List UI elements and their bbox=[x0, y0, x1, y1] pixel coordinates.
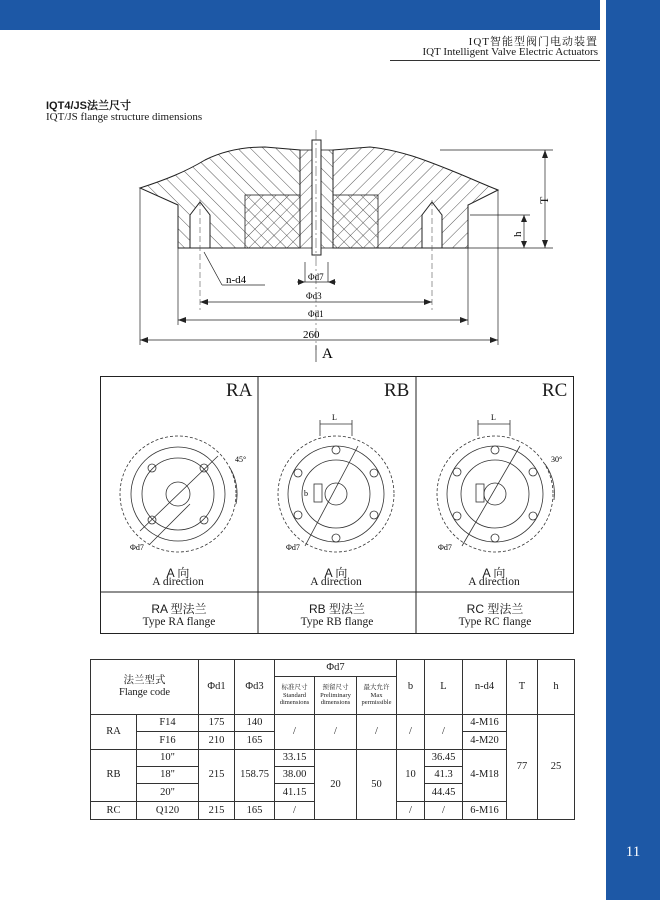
label-nd4: n-d4 bbox=[226, 274, 247, 286]
rb-d7-preliminary: 20 bbox=[315, 749, 357, 819]
header-d7: Φd7 bbox=[275, 660, 397, 677]
rb-type-cell: RB bbox=[91, 749, 137, 801]
header-d7-preliminary-cn: 预留尺寸 bbox=[322, 684, 349, 692]
header-d1: Φd1 bbox=[199, 660, 235, 715]
h-value: 25 bbox=[538, 715, 575, 820]
label-260: 260 bbox=[303, 329, 320, 341]
rc-direction-cn: A 向 bbox=[482, 566, 506, 580]
rc-type-cn: RC 型法兰 bbox=[466, 602, 524, 616]
label-h: h bbox=[512, 231, 524, 237]
rb-d7-label: Φd7 bbox=[286, 543, 300, 552]
ra-f14-nd4: 4-M16 bbox=[463, 715, 507, 732]
rb-b-label: b bbox=[304, 489, 308, 498]
ra-direction-en: A direction bbox=[152, 576, 204, 588]
header-d7-max bbox=[357, 677, 397, 715]
label-view-A: A bbox=[322, 346, 333, 362]
ra-type-cell: RA bbox=[91, 715, 137, 750]
ra-f16-nd4: 4-M20 bbox=[463, 732, 507, 749]
header-d7-standard-cn: 标准尺寸 bbox=[281, 684, 308, 692]
header-T: T bbox=[507, 660, 538, 715]
section-title-cn: IQT4/JS法兰尺寸 bbox=[46, 100, 131, 112]
rb-flange-view bbox=[278, 420, 394, 552]
flange-views bbox=[100, 376, 574, 634]
ra-b: / bbox=[397, 715, 425, 750]
side-band bbox=[606, 0, 660, 900]
rb-18-L: 41.3 bbox=[425, 766, 463, 783]
rc-d3: 165 bbox=[235, 801, 275, 819]
flange-section-drawing bbox=[0, 0, 600, 370]
rc-code: Q120 bbox=[137, 801, 199, 819]
ra-angle-label: 45° bbox=[235, 455, 247, 464]
rb-10-d7-standard: 33.15 bbox=[275, 749, 315, 766]
rb-d3: 158.75 bbox=[235, 749, 275, 801]
rb-20-L: 44.45 bbox=[425, 784, 463, 801]
rc-type-en: Type RC flange bbox=[458, 616, 532, 628]
ra-f16-code: F16 bbox=[137, 732, 199, 749]
rb-direction-en: A direction bbox=[310, 576, 362, 588]
label-d1: Φd1 bbox=[308, 309, 324, 319]
rc-nd4: 6-M16 bbox=[463, 801, 507, 819]
rc-b: / bbox=[397, 801, 425, 819]
ra-d7-max: / bbox=[357, 715, 397, 750]
rb-d1: 215 bbox=[199, 749, 235, 801]
rb-10-L: 36.45 bbox=[425, 749, 463, 766]
ra-type-en: Type RA flange bbox=[142, 616, 216, 628]
header-d3: Φd3 bbox=[235, 660, 275, 715]
rb-panel-label: RB bbox=[384, 380, 410, 401]
T-value: 77 bbox=[507, 715, 538, 820]
rc-panel-label: RC bbox=[542, 380, 568, 401]
rb-18-code: 18" bbox=[137, 766, 199, 783]
rc-type-cell: RC bbox=[91, 801, 137, 819]
section-title-en: IQT/JS flange structure dimensions bbox=[46, 111, 203, 123]
page-number: 11 bbox=[625, 844, 641, 860]
rb-d7-max: 50 bbox=[357, 749, 397, 819]
rc-d1: 215 bbox=[199, 801, 235, 819]
rb-b: 10 bbox=[397, 749, 425, 801]
header-flange-cn: 法兰型式 bbox=[123, 674, 166, 687]
header-b: b bbox=[397, 660, 425, 715]
rb-L-label: L bbox=[332, 413, 337, 422]
ra-L: / bbox=[425, 715, 463, 750]
rb-type-cn: RB 型法兰 bbox=[308, 602, 365, 616]
label-d7: Φd7 bbox=[308, 272, 324, 282]
header-L: L bbox=[425, 660, 463, 715]
ra-flange-view bbox=[120, 436, 237, 552]
rc-L: / bbox=[425, 801, 463, 819]
ra-f16-d1: 210 bbox=[199, 732, 235, 749]
rc-direction-en: A direction bbox=[468, 576, 520, 588]
ra-f16-d3: 165 bbox=[235, 732, 275, 749]
label-d3: Φd3 bbox=[306, 291, 322, 301]
flange-views-frame bbox=[100, 376, 574, 634]
ra-f14-d3: 140 bbox=[235, 715, 275, 732]
rb-10-code: 10" bbox=[137, 749, 199, 766]
header-d7-preliminary bbox=[315, 677, 357, 715]
header-d7-standard bbox=[275, 677, 315, 715]
header-nd4: n-d4 bbox=[463, 660, 507, 715]
rc-d7-label: Φd7 bbox=[438, 543, 452, 552]
header-h: h bbox=[538, 660, 575, 715]
header-d7-standard-en: Standard dimensions bbox=[279, 691, 310, 707]
rb-20-code: 20" bbox=[137, 784, 199, 801]
header-flange-en: Flange code bbox=[118, 687, 171, 698]
rb-type-en: Type RB flange bbox=[300, 616, 374, 628]
rc-angle-label: 30° bbox=[551, 455, 563, 464]
rb-18-d7-standard: 38.00 bbox=[275, 766, 315, 783]
ra-d7-standard: / bbox=[275, 715, 315, 750]
rc-flange-view bbox=[437, 420, 554, 552]
rb-nd4: 4-M18 bbox=[463, 749, 507, 801]
ra-direction-cn: A 向 bbox=[166, 566, 190, 580]
header-d7-preliminary-en: Preliminary dimensions bbox=[320, 691, 351, 707]
rb-direction-cn: A 向 bbox=[324, 566, 348, 580]
header-flange-code bbox=[91, 660, 199, 715]
rc-d7-standard: / bbox=[275, 801, 315, 819]
rc-L-label: L bbox=[491, 413, 496, 422]
ra-f14-d1: 175 bbox=[199, 715, 235, 732]
header-d7-max-en: Max permissible bbox=[361, 691, 392, 707]
rb-20-d7-standard: 41.15 bbox=[275, 784, 315, 801]
header-title-cn: IQT智能型阀门电动装置 bbox=[468, 36, 598, 48]
ra-panel-label: RA bbox=[226, 380, 253, 401]
ra-type-cn: RA 型法兰 bbox=[151, 602, 207, 616]
header-title-en: IQT Intelligent Valve Electric Actuators bbox=[422, 46, 598, 58]
label-T: T bbox=[537, 196, 551, 204]
ra-d7-preliminary: / bbox=[315, 715, 357, 750]
ra-f14-code: F14 bbox=[137, 715, 199, 732]
flange-dimension-table bbox=[90, 659, 574, 820]
ra-d7-label: Φd7 bbox=[130, 543, 144, 552]
header-d7-max-cn: 最大允许 bbox=[363, 684, 390, 692]
